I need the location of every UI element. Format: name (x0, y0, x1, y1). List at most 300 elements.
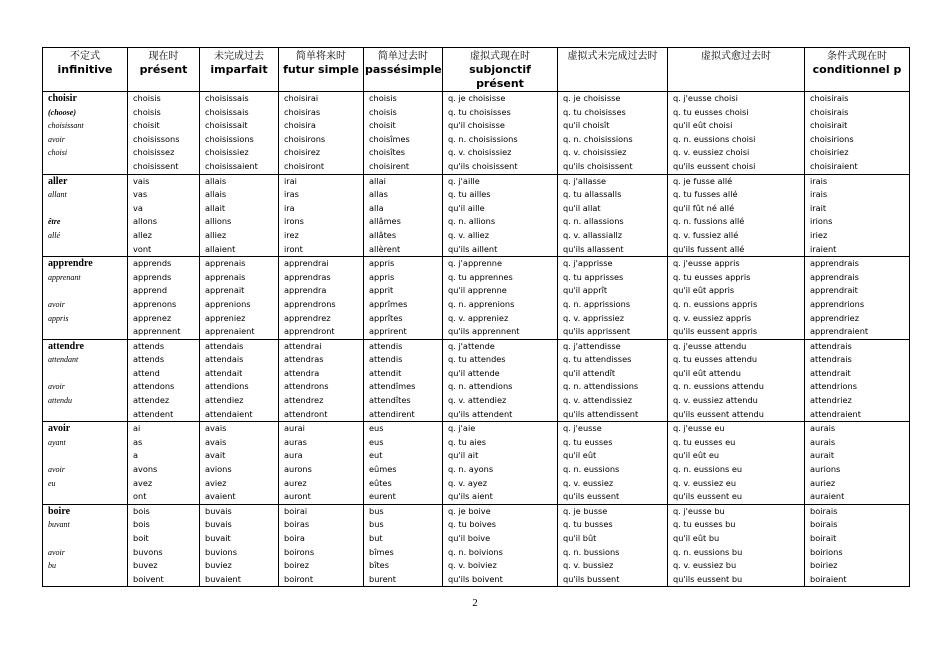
subjonctif-plus-que-parfait-form: q. j'eusse choisi (673, 93, 738, 103)
present-form: choisissons (133, 133, 180, 144)
subjonctif-present-form: qu'il attende (448, 367, 500, 378)
futur-form: auras (284, 436, 307, 447)
auxiliary-verb: avoir (48, 465, 65, 475)
auxiliary-verb: avoir (48, 299, 65, 309)
imparfait-form: appreniez (205, 312, 246, 323)
subjonctif-plus-que-parfait-form: qu'ils eussent eu (673, 491, 743, 502)
imparfait-cell (200, 504, 279, 587)
futur-cell (279, 257, 364, 340)
conditionnel-form: apprendrions (810, 298, 865, 309)
subjonctif-present-form: qu'il boive (448, 533, 491, 543)
subjonctif-present-form: qu'il ait (448, 450, 479, 461)
subjonctif-imparfait-form: qu'il bût (563, 533, 597, 543)
imparfait-form: attendais (205, 340, 244, 351)
present-form: bois (133, 519, 150, 530)
subjonctif-imparfait-form: q. je busse (563, 505, 608, 516)
futur-cell (279, 422, 364, 505)
passe-simple-form: apprit (369, 285, 394, 296)
present-form: avez (133, 477, 153, 488)
passe-simple-cell (364, 339, 443, 422)
header-conditionnel-present: 条件式现在时 conditionnel p (805, 48, 910, 92)
subjonctif-imparfait-cell (558, 339, 668, 422)
subjonctif-plus-que-parfait-cell (668, 422, 805, 505)
subjonctif-present-form: q. tu apprennes (448, 271, 513, 282)
futur-form: iront (284, 243, 303, 254)
subjonctif-plus-que-parfait-form: qu'ils eussent appris (673, 326, 758, 337)
subjonctif-imparfait-form: q. j'attendisse (563, 340, 621, 351)
present-form: apprenons (133, 298, 177, 309)
futur-form: apprendras (284, 271, 331, 282)
passe-simple-cell (364, 92, 443, 175)
imparfait-form: buvais (205, 519, 232, 530)
subjonctif-imparfait-form: q. j'allasse (563, 175, 607, 186)
conditionnel-cell (805, 339, 910, 422)
imparfait-form: alliez (205, 229, 227, 240)
subjonctif-present-form: qu'ils aillent (448, 243, 498, 254)
subjonctif-present-form: q. v. ayez (448, 477, 488, 488)
verb-row-avoir (43, 422, 910, 505)
verb-infinitive: avoir (48, 423, 71, 435)
subjonctif-imparfait-form: q. v. allassiallz (563, 229, 623, 240)
conditionnel-form: aurions (810, 464, 841, 475)
conditionnel-form: irait (810, 202, 827, 213)
passe-simple-form: bus (369, 519, 384, 530)
passe-simple-form: choisirent (369, 160, 410, 171)
subjonctif-imparfait-form: q. v. eussiez (563, 477, 614, 488)
passe-simple-form: apprîtes (369, 312, 403, 323)
subjonctif-present-form: q. j'attende (448, 340, 495, 351)
verb-gloss: (choose) (48, 107, 76, 117)
conditionnel-form: boirais (810, 505, 838, 516)
passe-simple-form: alla (369, 202, 384, 213)
subjonctif-imparfait-form: qu'il attendît (563, 367, 616, 378)
subjonctif-present-form: qu'ils attendent (448, 408, 513, 419)
conditionnel-form: iriez (810, 229, 828, 240)
subjonctif-imparfait-form: qu'il choisît (563, 120, 610, 131)
passe-simple-form: attendirent (369, 408, 415, 419)
verb-infinitive: aller (48, 175, 68, 187)
subjonctif-plus-que-parfait-cell (668, 504, 805, 587)
subjonctif-present-form: q. n. ayons (448, 464, 494, 475)
infinitive-cell (43, 174, 128, 257)
conditionnel-form: choisirions (810, 133, 854, 144)
header-row (43, 48, 910, 92)
conditionnel-form: apprendrais (810, 258, 859, 269)
spacer (48, 284, 127, 298)
subjonctif-imparfait-cell (558, 504, 668, 587)
passe-simple-form: eûmes (369, 464, 397, 475)
subjonctif-imparfait-form: qu'ils apprissent (563, 326, 631, 337)
spacer (48, 367, 127, 381)
subjonctif-present-form: q. n. choisissions (448, 133, 518, 144)
subjonctif-present-cell (443, 92, 558, 175)
present-form: apprenez (133, 312, 172, 323)
verb-row-boire (43, 504, 910, 587)
present-cell (128, 257, 200, 340)
imparfait-form: apprenais (205, 258, 246, 269)
auxiliary-verb: avoir (48, 134, 65, 144)
imparfait-form: allait (205, 202, 226, 213)
futur-cell (279, 504, 364, 587)
conditionnel-cell (805, 92, 910, 175)
spacer (48, 449, 127, 463)
imparfait-form: allais (205, 189, 227, 200)
page-number: 2 (472, 597, 478, 609)
present-form: allez (133, 229, 152, 240)
present-participle: choisissant (48, 121, 84, 131)
subjonctif-present-form: q. tu attendes (448, 354, 506, 365)
subjonctif-present-form: q. tu choisisses (448, 106, 511, 117)
subjonctif-plus-que-parfait-form: q. v. fussiez allé (673, 229, 739, 240)
futur-form: irez (284, 229, 299, 240)
verb-infinitive: boire (48, 505, 71, 517)
subjonctif-present-form: q. v. alliez (448, 229, 489, 240)
subjonctif-imparfait-form: q. n. apprissions (563, 298, 631, 309)
present-participle: allant (48, 190, 67, 200)
present-cell (128, 174, 200, 257)
conditionnel-form: choisiraient (810, 160, 858, 171)
passe-simple-form: appris (369, 258, 395, 269)
verb-row-apprendre (43, 257, 910, 340)
present-form: vont (133, 243, 152, 254)
passe-simple-form: eurent (369, 491, 396, 502)
imparfait-form: avais (205, 423, 227, 434)
subjonctif-present-form: q. n. boivions (448, 546, 503, 557)
present-form: choisis (133, 93, 161, 103)
auxiliary-verb: être (48, 217, 61, 227)
passe-simple-form: choisis (369, 106, 397, 117)
present-form: as (133, 436, 143, 447)
imparfait-form: buvait (205, 533, 231, 543)
header-imparfait: 未完成过去 imparfait (200, 48, 279, 92)
imparfait-form: apprenait (205, 285, 245, 296)
imparfait-form: apprenais (205, 271, 246, 282)
subjonctif-plus-que-parfait-form: q. tu eusses appris (673, 271, 751, 282)
conditionnel-cell (805, 174, 910, 257)
subjonctif-plus-que-parfait-form: q. v. eussiez choisi (673, 147, 750, 158)
subjonctif-plus-que-parfait-form: q. n. eussions attendu (673, 381, 764, 392)
present-form: va (133, 202, 143, 213)
infinitive-cell (43, 257, 128, 340)
imparfait-form: buvais (205, 505, 232, 516)
passe-simple-form: choisîtes (369, 147, 406, 158)
present-form: avons (133, 464, 158, 475)
subjonctif-plus-que-parfait-form: q. n. fussions allé (673, 216, 745, 227)
subjonctif-imparfait-form: q. j'apprisse (563, 258, 613, 269)
conditionnel-form: irais (810, 189, 828, 200)
present-form: vais (133, 175, 150, 186)
subjonctif-imparfait-form: qu'ils bussent (563, 573, 620, 584)
verb-row-attendre (43, 339, 910, 422)
auxiliary-verb: avoir (48, 382, 65, 392)
subjonctif-present-form: q. je boive (448, 505, 491, 516)
present-form: choisissez (133, 147, 175, 158)
conditionnel-cell (805, 257, 910, 340)
futur-form: boirons (284, 546, 315, 557)
subjonctif-imparfait-form: q. n. eussions (563, 464, 620, 475)
futur-form: apprendra (284, 285, 327, 296)
subjonctif-imparfait-form: q. tu apprisses (563, 271, 624, 282)
conditionnel-form: apprendrais (810, 271, 859, 282)
futur-form: apprendrez (284, 312, 331, 323)
passe-simple-form: attendis (369, 354, 403, 365)
passe-simple-cell (364, 257, 443, 340)
subjonctif-imparfait-cell (558, 422, 668, 505)
header-present: 现在时 présent (128, 48, 200, 92)
past-participle: eu (48, 478, 56, 488)
conditionnel-form: boirait (810, 533, 837, 543)
subjonctif-plus-que-parfait-form: q. n. eussions eu (673, 464, 743, 475)
subjonctif-present-form: qu'ils aient (448, 491, 493, 502)
passe-simple-form: choisis (369, 93, 397, 103)
imparfait-form: attendais (205, 354, 244, 365)
passe-simple-form: eus (369, 436, 384, 447)
subjonctif-present-form: q. je choisisse (448, 93, 506, 103)
present-form: attendez (133, 395, 170, 406)
conditionnel-form: irais (810, 175, 828, 186)
subjonctif-imparfait-form: q. v. choisissiez (563, 147, 627, 158)
futur-cell (279, 174, 364, 257)
conditionnel-form: choisirais (810, 106, 849, 117)
passe-simple-cell (364, 504, 443, 587)
subjonctif-present-form: q. n. attendions (448, 381, 513, 392)
futur-form: apprendrons (284, 298, 336, 309)
subjonctif-present-cell (443, 257, 558, 340)
present-form: apprends (133, 258, 172, 269)
futur-form: choisira (284, 120, 316, 131)
subjonctif-plus-que-parfait-form: qu'ils eussent bu (673, 573, 743, 584)
subjonctif-present-form: q. j'aille (448, 175, 480, 186)
conditionnel-form: attendriez (810, 395, 852, 406)
present-form: apprends (133, 271, 172, 282)
conditionnel-form: aurait (810, 450, 835, 461)
present-form: boivent (133, 573, 164, 584)
passe-simple-form: burent (369, 573, 397, 584)
futur-form: ira (284, 202, 295, 213)
passe-simple-form: bîmes (369, 546, 394, 557)
present-form: attends (133, 354, 165, 365)
subjonctif-plus-que-parfait-form: q. n. eussions choisi (673, 133, 756, 144)
subjonctif-plus-que-parfait-form: q. j'eusse eu (673, 423, 725, 434)
past-participle: appris (48, 313, 69, 323)
subjonctif-present-form: q. j'apprenne (448, 258, 502, 269)
subjonctif-present-cell (443, 174, 558, 257)
conditionnel-form: auriez (810, 477, 836, 488)
subjonctif-plus-que-parfait-form: qu'ils fussent allé (673, 243, 745, 254)
conditionnel-form: auraient (810, 491, 845, 502)
passe-simple-cell (364, 422, 443, 505)
present-form: choisit (133, 120, 160, 131)
present-cell (128, 504, 200, 587)
imparfait-cell (200, 92, 279, 175)
subjonctif-present-cell (443, 339, 558, 422)
present-cell (128, 339, 200, 422)
past-participle: allé (48, 230, 60, 240)
imparfait-form: choisissions (205, 133, 254, 144)
subjonctif-plus-que-parfait-cell (668, 174, 805, 257)
subjonctif-imparfait-form: q. n. bussions (563, 546, 620, 557)
subjonctif-imparfait-form: q. tu allassalls (563, 189, 622, 200)
imparfait-form: choisissais (205, 106, 249, 117)
futur-form: irons (284, 216, 304, 227)
conditionnel-form: apprendriez (810, 312, 859, 323)
futur-form: iras (284, 189, 299, 200)
verb-infinitive: apprendre (48, 258, 93, 270)
passe-simple-form: attendîtes (369, 395, 411, 406)
present-participle: buvant (48, 520, 70, 530)
subjonctif-imparfait-form: q. v. apprissiez (563, 312, 625, 323)
conditionnel-form: boiriez (810, 560, 838, 571)
conditionnel-form: apprendraient (810, 326, 869, 337)
subjonctif-plus-que-parfait-form: q. je fusse allé (673, 175, 733, 186)
futur-form: boiront (284, 573, 314, 584)
present-form: apprennent (133, 326, 181, 337)
verb-row-choisir (43, 92, 910, 175)
subjonctif-present-form: q. v. choisissiez (448, 147, 512, 158)
subjonctif-imparfait-form: q. tu choisisses (563, 106, 626, 117)
subjonctif-present-form: q. v. boiviez (448, 560, 497, 571)
futur-form: choisirez (284, 147, 321, 158)
futur-form: boirai (284, 505, 308, 516)
conditionnel-form: attendrais (810, 340, 852, 351)
imparfait-form: apprenaient (205, 326, 255, 337)
subjonctif-imparfait-form: q. v. attendissiez (563, 395, 633, 406)
imparfait-form: aviez (205, 477, 227, 488)
subjonctif-plus-que-parfait-form: qu'ils eussent choisi (673, 160, 756, 171)
header-passe-simple: 简单过去时 passésimple (364, 48, 443, 92)
subjonctif-plus-que-parfait-form: q. tu eusses bu (673, 519, 736, 530)
subjonctif-plus-que-parfait-cell (668, 257, 805, 340)
imparfait-cell (200, 339, 279, 422)
subjonctif-plus-que-parfait-form: q. j'eusse bu (673, 505, 725, 516)
subjonctif-present-form: qu'il aille (448, 202, 485, 213)
subjonctif-imparfait-form: qu'ils allassent (563, 243, 624, 254)
header-subjonctif-imparfait: 虚拟式未完成过去时 (558, 48, 668, 92)
subjonctif-present-form: q. j'aie (448, 423, 476, 434)
conditionnel-form: apprendrait (810, 285, 858, 296)
imparfait-form: avaient (205, 491, 236, 502)
present-participle: apprenant (48, 272, 81, 282)
passe-simple-form: allai (369, 175, 386, 186)
imparfait-form: allaient (205, 243, 236, 254)
imparfait-form: avions (205, 464, 232, 475)
futur-form: boiras (284, 519, 310, 530)
futur-form: choisirons (284, 133, 326, 144)
subjonctif-plus-que-parfait-form: qu'ils eussent attendu (673, 408, 764, 419)
present-form: choisis (133, 106, 161, 117)
subjonctif-plus-que-parfait-form: q. v. eussiez eu (673, 477, 737, 488)
subjonctif-plus-que-parfait-form: qu'il eût eu (673, 450, 720, 461)
present-cell (128, 92, 200, 175)
futur-cell (279, 339, 364, 422)
passe-simple-form: bîtes (369, 560, 389, 571)
conditionnel-cell (805, 422, 910, 505)
present-form: boit (133, 533, 149, 543)
passe-simple-form: allèrent (369, 243, 401, 254)
imparfait-form: attendaient (205, 408, 253, 419)
subjonctif-present-form: q. tu ailles (448, 189, 491, 200)
present-form: bois (133, 505, 150, 516)
present-form: attendons (133, 381, 175, 392)
passe-simple-form: bus (369, 505, 384, 516)
subjonctif-imparfait-form: qu'il apprît (563, 285, 608, 296)
futur-form: choisiras (284, 106, 321, 117)
subjonctif-present-form: qu'il apprenne (448, 285, 507, 296)
subjonctif-plus-que-parfait-form: q. v. eussiez bu (673, 560, 737, 571)
passe-simple-form: but (369, 533, 383, 543)
past-participle: choisi (48, 148, 68, 158)
present-cell (128, 422, 200, 505)
passe-simple-form: apprirent (369, 326, 407, 337)
subjonctif-imparfait-form: q. tu busses (563, 519, 613, 530)
futur-form: aurons (284, 464, 312, 475)
header-futur-simple: 简单将来时 futur simple (279, 48, 364, 92)
subjonctif-plus-que-parfait-form: q. v. eussiez appris (673, 312, 752, 323)
imparfait-form: choisissaient (205, 160, 258, 171)
present-form: vas (133, 189, 148, 200)
infinitive-cell (43, 92, 128, 175)
present-form: ont (133, 491, 147, 502)
auxiliary-verb: avoir (48, 547, 65, 557)
conditionnel-form: attendrions (810, 381, 857, 392)
imparfait-form: allais (205, 175, 227, 186)
present-form: attends (133, 340, 165, 351)
subjonctif-present-form: qu'ils boivent (448, 573, 503, 584)
subjonctif-present-form: qu'il choisisse (448, 120, 505, 131)
imparfait-cell (200, 422, 279, 505)
passe-simple-form: apprîmes (369, 298, 408, 309)
imparfait-form: choisissait (205, 120, 248, 131)
passe-simple-form: eus (369, 423, 384, 434)
subjonctif-imparfait-form: qu'ils eussent (563, 491, 620, 502)
subjonctif-present-form: q. tu aies (448, 436, 486, 447)
passe-simple-form: attendîmes (369, 381, 416, 392)
subjonctif-plus-que-parfait-cell (668, 92, 805, 175)
futur-form: auront (284, 491, 311, 502)
subjonctif-plus-que-parfait-form: qu'il eût choisi (673, 120, 733, 131)
present-form: buvez (133, 560, 158, 571)
futur-form: irai (284, 175, 297, 186)
conditionnel-cell (805, 504, 910, 587)
present-form: choisissent (133, 160, 179, 171)
verb-infinitive: attendre (48, 340, 84, 352)
subjonctif-imparfait-form: qu'il eût (563, 450, 597, 461)
conjugation-body (43, 92, 910, 587)
infinitive-cell (43, 504, 128, 587)
subjonctif-plus-que-parfait-form: q. n. eussions bu (673, 546, 743, 557)
passe-simple-form: choisîmes (369, 133, 410, 144)
futur-form: aurez (284, 477, 307, 488)
subjonctif-present-form: qu'ils choisissent (448, 160, 518, 171)
subjonctif-imparfait-form: q. j'eusse (563, 423, 602, 434)
present-form: allons (133, 216, 158, 227)
imparfait-form: buvaient (205, 573, 241, 584)
subjonctif-plus-que-parfait-form: qu'il fût né allé (673, 202, 735, 213)
subjonctif-plus-que-parfait-form: qu'il eût attendu (673, 367, 741, 378)
present-form: attend (133, 367, 160, 378)
conditionnel-form: aurais (810, 423, 836, 434)
header-subjonctif-plus-que-parfait: 虚拟式愈过去时 (668, 48, 805, 92)
imparfait-form: buviez (205, 560, 232, 571)
subjonctif-plus-que-parfait-form: qu'il eût bu (673, 533, 720, 543)
imparfait-form: avait (205, 450, 226, 461)
imparfait-form: apprenions (205, 298, 251, 309)
conditionnel-form: attendrait (810, 367, 851, 378)
futur-form: boirez (284, 560, 310, 571)
futur-form: apprendrai (284, 258, 329, 269)
present-form: a (133, 450, 139, 461)
imparfait-form: attendiez (205, 395, 244, 406)
